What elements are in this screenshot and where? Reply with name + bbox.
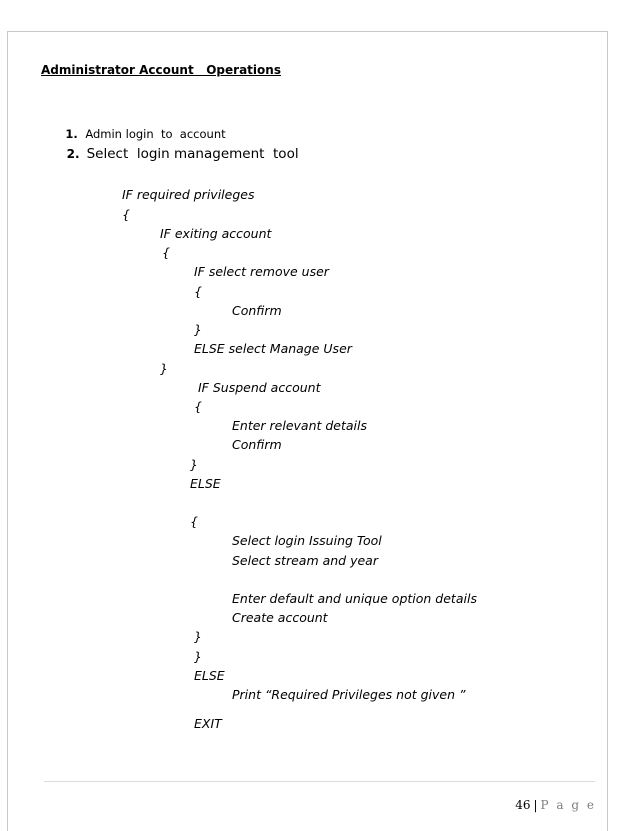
code-line: IF exiting account <box>160 226 272 241</box>
code-line: { <box>194 284 202 299</box>
code-line: Enter relevant details <box>232 418 368 433</box>
step-number: 2. <box>66 147 80 161</box>
code-line: IF required privileges <box>122 187 255 202</box>
code-line: Print “Required Privileges not given ” <box>232 687 466 702</box>
step-number: 1. <box>65 127 78 141</box>
code-line: Select login Issuing Tool <box>232 533 382 548</box>
code-line: IF Suspend account <box>198 380 321 395</box>
code-line: { <box>162 245 170 260</box>
section-heading: Administrator Account Operations <box>41 63 281 77</box>
code-line: } <box>194 322 202 337</box>
page-number: 46 <box>515 798 531 812</box>
code-line: } <box>194 629 202 644</box>
step-text: Admin login to account <box>85 127 226 141</box>
code-line: } <box>190 457 198 472</box>
code-line: Confirm <box>232 437 282 452</box>
code-line: { <box>194 399 202 414</box>
step-item <box>58 130 299 162</box>
code-line: ELSE <box>194 668 225 683</box>
footer-separator: | <box>533 798 538 812</box>
code-line: { <box>122 207 130 222</box>
code-line: } <box>194 649 202 664</box>
page-label: P a g e <box>540 798 596 812</box>
code-line: IF select remove user <box>194 264 329 279</box>
code-line: EXIT <box>194 716 222 731</box>
code-line: ELSE select Manage User <box>194 341 352 356</box>
code-line: Create account <box>232 610 328 625</box>
code-line: } <box>160 361 168 376</box>
code-line: ELSE <box>190 476 221 491</box>
code-line: { <box>190 514 198 529</box>
step-text: Select login management tool <box>86 146 299 162</box>
page-footer <box>508 784 596 812</box>
code-line: Enter default and unique option details <box>232 591 477 606</box>
code-line: Confirm <box>232 303 282 318</box>
code-line: Select stream and year <box>232 553 378 568</box>
footer-divider <box>44 781 595 782</box>
